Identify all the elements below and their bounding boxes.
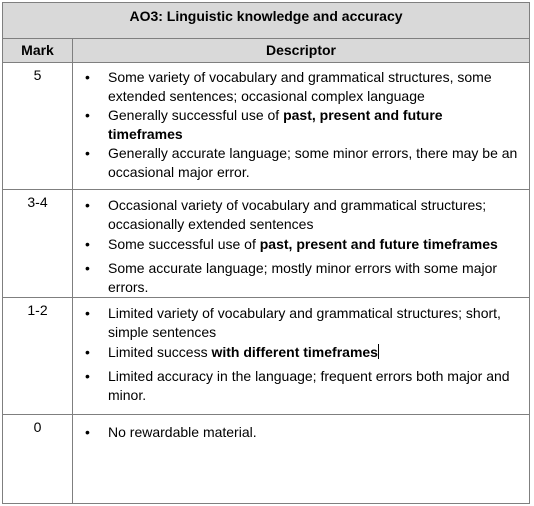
descriptor-item: • Some accurate language; mostly minor errors with some major errors.: [85, 260, 498, 295]
bullet-icon: •: [85, 305, 90, 321]
bullet-icon: •: [85, 69, 90, 85]
table-row-mark-5: [3, 63, 529, 190]
mark-cell: 5: [3, 63, 73, 189]
descriptor-item: • Limited success with different timeframes: [85, 344, 378, 360]
bullet-icon: •: [85, 424, 90, 440]
header-mark: Mark: [3, 39, 73, 63]
descriptor-cell: [73, 415, 529, 442]
bullet-icon: •: [85, 107, 90, 123]
mark-cell: 1-2: [3, 298, 73, 414]
table-row-mark-3-4: [3, 190, 529, 298]
bullet-icon: •: [85, 260, 90, 276]
descriptor-item: • Limited variety of vocabulary and grammatical structures; short, simple sentences: [85, 305, 501, 340]
table-title: AO3: Linguistic knowledge and accuracy: [3, 3, 529, 39]
header-descriptor: Descriptor: [73, 39, 529, 63]
descriptor-item: • Generally accurate language; some minor errors, there may be an occasional major error.: [85, 145, 518, 180]
descriptor-cell: [73, 63, 529, 182]
mark-scheme-table: [2, 2, 530, 504]
descriptor-cell: [73, 190, 529, 297]
mark-cell: 0: [3, 415, 73, 503]
table-row-mark-1-2: [3, 298, 529, 415]
bullet-icon: •: [85, 368, 90, 384]
bullet-icon: •: [85, 197, 90, 213]
table-row-mark-0: [3, 415, 529, 503]
text-cursor: [378, 344, 379, 359]
descriptor-item: • Limited accuracy in the language; frequent errors both major and minor.: [85, 368, 510, 403]
bullet-icon: •: [85, 236, 90, 252]
descriptor-item: • Some successful use of past, present and future timeframes: [85, 236, 498, 252]
descriptor-item: • Occasional variety of vocabulary and grammatical structures; occasionally extended sentences: [85, 197, 487, 232]
descriptor-item: • Generally successful use of past, present and future timeframes: [85, 107, 443, 142]
descriptor-item: • No rewardable material.: [85, 424, 257, 440]
bullet-icon: •: [85, 344, 90, 360]
mark-cell: 3-4: [3, 190, 73, 297]
bullet-icon: •: [85, 145, 90, 161]
descriptor-cell: [73, 298, 529, 405]
descriptor-item: • Some variety of vocabulary and grammatical structures, some extended sentences; occasional complex language: [85, 69, 492, 104]
